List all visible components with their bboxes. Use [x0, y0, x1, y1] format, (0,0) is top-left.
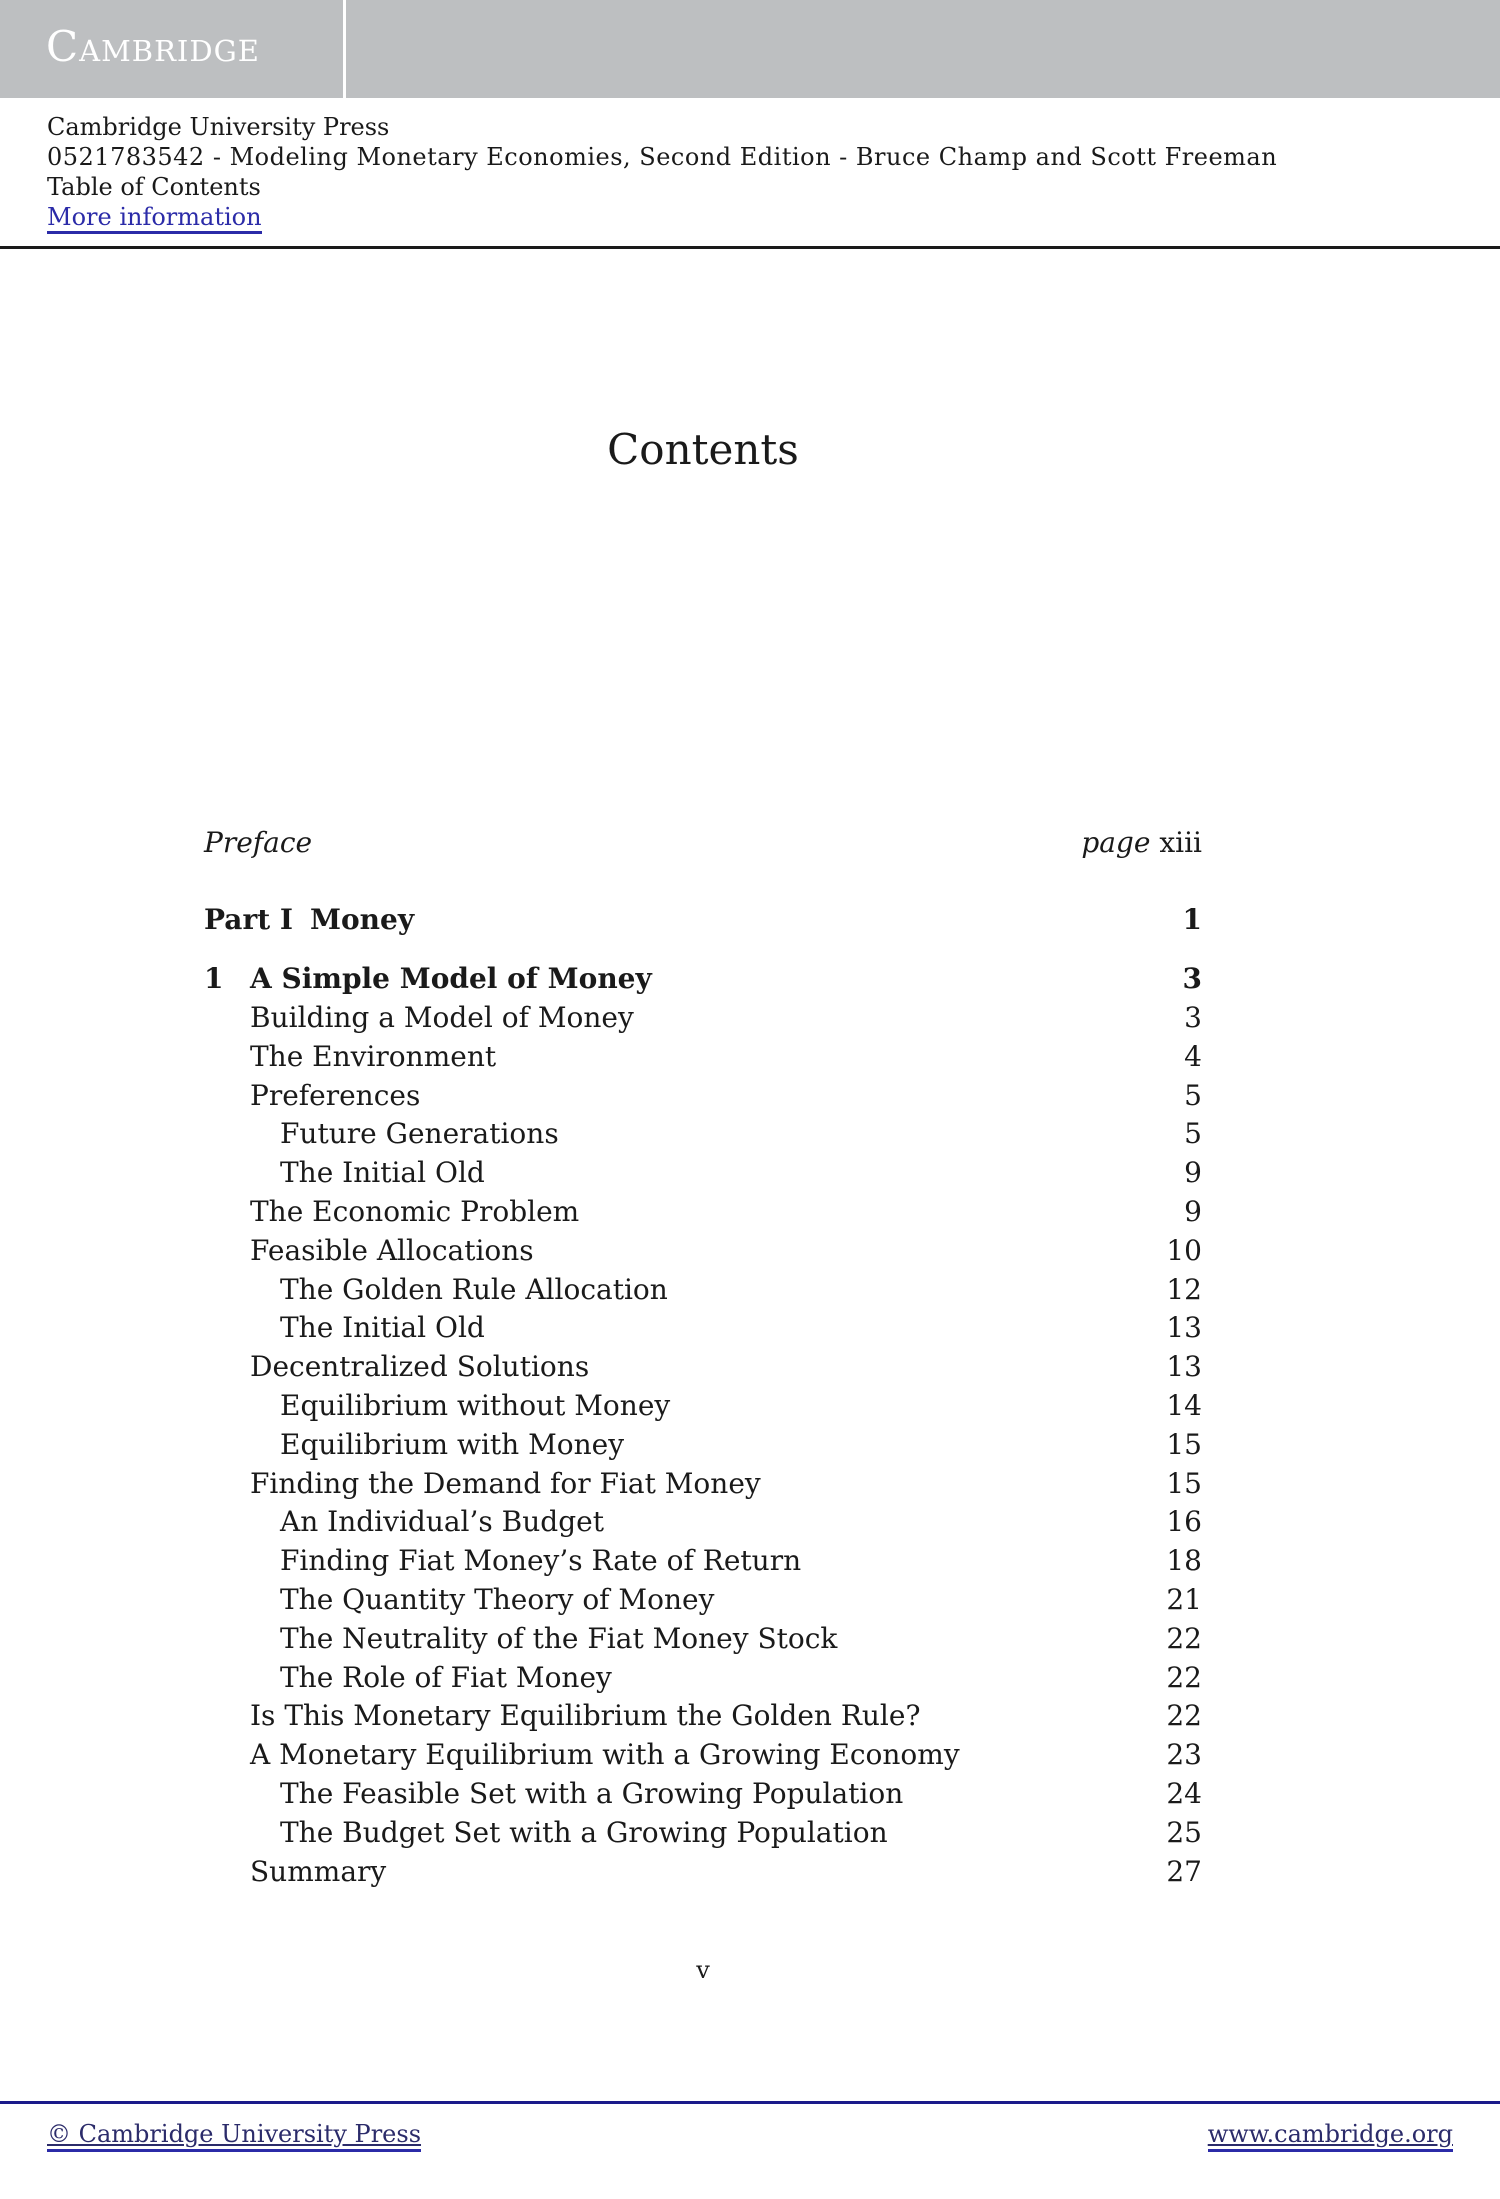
header-info: [47, 112, 1277, 234]
toc-entry[interactable]: [204, 1428, 1202, 1466]
toc-entry-title: The Golden Rule Allocation: [280, 1272, 668, 1306]
toc-entry-title: Is This Monetary Equilibrium the Golden Rule?: [250, 1699, 921, 1733]
copyright-link[interactable]: © Cambridge University Press: [47, 2120, 421, 2152]
footer-divider: [0, 2101, 1500, 2104]
toc-part[interactable]: [204, 903, 1202, 941]
cambridge-logo[interactable]: [0, 0, 346, 98]
section-label: Table of Contents: [47, 173, 261, 201]
toc-entry[interactable]: [204, 1040, 1202, 1078]
toc-entry[interactable]: [204, 1389, 1202, 1427]
toc-entry-page: 9: [1184, 1156, 1202, 1190]
toc-entry[interactable]: [204, 1234, 1202, 1272]
toc-entry[interactable]: [204, 1001, 1202, 1039]
toc-entry-title: A Monetary Equilibrium with a Growing Economy: [250, 1738, 960, 1772]
toc-entry[interactable]: [204, 1079, 1202, 1117]
toc-entry-title: The Quantity Theory of Money: [280, 1583, 715, 1616]
toc-entry-title: Feasible Allocations: [250, 1233, 534, 1267]
toc-entry-title: The Economic Problem: [250, 1195, 580, 1228]
publisher-name: Cambridge University Press: [47, 113, 390, 141]
toc-chapter[interactable]: [204, 962, 1202, 1000]
toc-entry-title: The Initial Old: [280, 1311, 485, 1345]
toc-entry[interactable]: [204, 1544, 1202, 1582]
toc-entry-title: Preferences: [250, 1078, 421, 1112]
toc-entry-page: 13: [1166, 1311, 1202, 1345]
more-information-link[interactable]: More information: [47, 204, 262, 234]
toc-entry[interactable]: [204, 1816, 1202, 1854]
toc-preface[interactable]: [204, 826, 1202, 864]
toc-entry-page: 21: [1166, 1583, 1202, 1616]
toc-page-prefix: page: [1081, 826, 1151, 859]
toc-entry[interactable]: [204, 1156, 1202, 1194]
toc-entry-title: Finding the Demand for Fiat Money: [250, 1466, 761, 1500]
toc-entry-title: The Role of Fiat Money: [280, 1660, 612, 1694]
toc-part-label: Part I: [204, 903, 293, 936]
toc-entry-title: Equilibrium with Money: [280, 1427, 625, 1461]
toc-entry-page: 9: [1184, 1195, 1202, 1228]
toc-entry[interactable]: [204, 1350, 1202, 1388]
toc-entry-title: The Initial Old: [280, 1156, 485, 1190]
toc-entry-page: 16: [1166, 1505, 1202, 1539]
toc-entry-page: 22: [1166, 1699, 1202, 1733]
toc-entry-page: 25: [1166, 1815, 1202, 1849]
toc-entry[interactable]: [204, 1195, 1202, 1233]
toc-entry-title: An Individual’s Budget: [280, 1505, 604, 1539]
toc-entry-title: The Neutrality of the Fiat Money Stock: [280, 1621, 838, 1655]
toc-entry-title: Decentralized Solutions: [250, 1350, 590, 1384]
toc-chapter-page: 3: [1182, 962, 1202, 995]
toc-entry-page: 18: [1166, 1544, 1202, 1578]
toc-entry-page: 15: [1166, 1427, 1202, 1461]
toc-entry-page: 22: [1166, 1660, 1202, 1694]
toc-entry[interactable]: [204, 1622, 1202, 1660]
page-title: Contents: [607, 425, 799, 474]
toc-entry-page: 3: [1184, 1001, 1202, 1034]
toc-entry[interactable]: [204, 1467, 1202, 1505]
toc-entry[interactable]: [204, 1699, 1202, 1737]
logo-text: Cambridge: [46, 22, 260, 71]
toc-part-title: Money: [310, 903, 415, 936]
toc-entry[interactable]: [204, 1777, 1202, 1815]
toc-entry-page: 5: [1184, 1117, 1202, 1151]
toc-entry-page: 24: [1166, 1777, 1202, 1810]
toc-entry[interactable]: [204, 1661, 1202, 1699]
toc-entry[interactable]: [204, 1505, 1202, 1543]
toc-entry[interactable]: [204, 1311, 1202, 1349]
toc-entry-page: 4: [1184, 1039, 1202, 1073]
toc-entry-page: 15: [1166, 1466, 1202, 1500]
toc-entry-title: The Environment: [250, 1039, 497, 1073]
toc-entry-title: Summary: [250, 1854, 387, 1888]
toc-entry[interactable]: [204, 1583, 1202, 1621]
toc-part-page: 1: [1182, 903, 1202, 936]
toc-preface-title: Preface: [204, 826, 313, 859]
toc-entry-title: The Feasible Set with a Growing Population: [280, 1777, 904, 1810]
toc-entry-page: 5: [1184, 1078, 1202, 1112]
toc-entry[interactable]: [204, 1855, 1202, 1893]
toc-chapter-title: A Simple Model of Money: [250, 962, 652, 995]
toc-entry[interactable]: [204, 1273, 1202, 1311]
toc-entry[interactable]: [204, 1117, 1202, 1155]
toc-chapter-number: 1: [204, 962, 224, 995]
toc-entry-title: Future Generations: [280, 1117, 559, 1151]
toc-entry-page: 12: [1166, 1272, 1202, 1306]
toc-entry-page: 10: [1166, 1233, 1202, 1267]
toc-entry-page: 23: [1166, 1738, 1202, 1772]
toc-entry-page: 14: [1166, 1389, 1202, 1422]
toc-entry-page: 27: [1166, 1854, 1202, 1888]
toc-entry[interactable]: [204, 1738, 1202, 1776]
toc-preface-page: xiii: [1159, 826, 1202, 859]
top-banner: [0, 0, 1500, 98]
toc-entry-title: Building a Model of Money: [250, 1001, 634, 1034]
toc-entry-title: Finding Fiat Money’s Rate of Return: [280, 1544, 802, 1578]
header-divider: [0, 246, 1500, 249]
website-link[interactable]: www.cambridge.org: [1208, 2120, 1453, 2152]
page-number: v: [696, 1956, 710, 1984]
toc-entry-page: 13: [1166, 1350, 1202, 1384]
toc-entry-title: Equilibrium without Money: [280, 1389, 671, 1422]
book-info: 0521783542 - Modeling Monetary Economies, Second Edition - Bruce Champ and Scott Freeman: [47, 143, 1278, 171]
toc-entry-title: The Budget Set with a Growing Population: [280, 1815, 888, 1849]
toc-entry-page: 22: [1166, 1621, 1202, 1655]
